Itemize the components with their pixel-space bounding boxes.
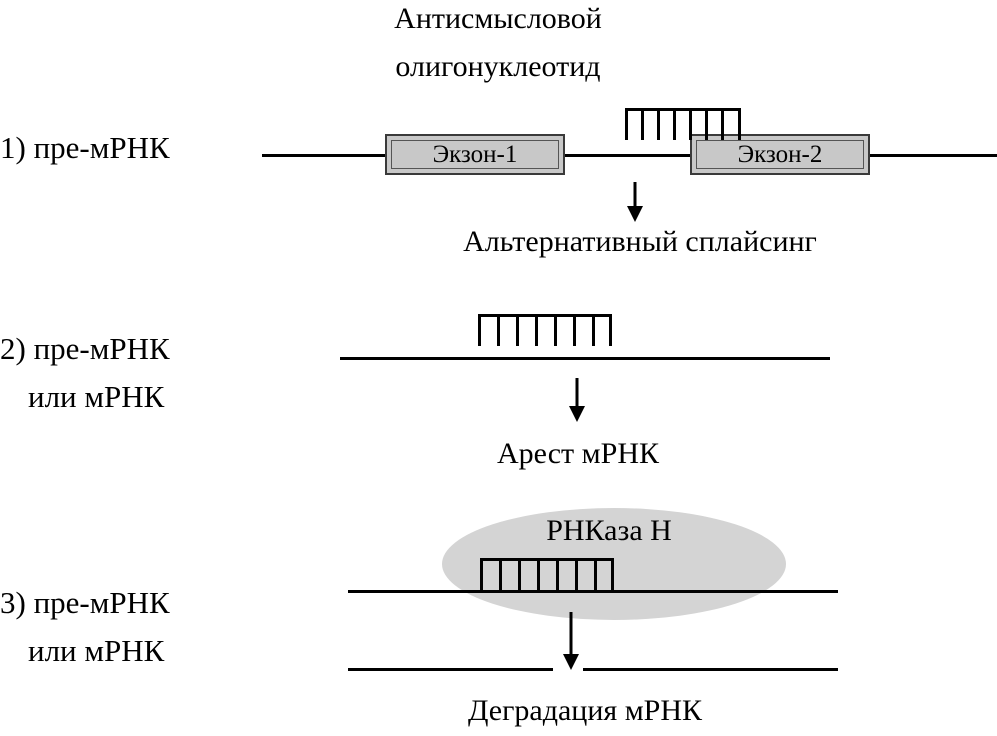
arrow-step-1 xyxy=(618,182,652,222)
process-label-mrna-degradation: Деградация мРНК xyxy=(467,694,703,727)
cleaved-strand-right xyxy=(583,668,838,671)
process-label-mrna-arrest: Арест мРНК xyxy=(497,437,659,470)
antisense-title-line-2: олигонуклеотид xyxy=(395,50,601,83)
antisense-oligo-step-3 xyxy=(480,558,614,590)
antisense-title-line-1: Антисмысловой xyxy=(394,2,602,35)
antisense-oligo-step-2 xyxy=(478,314,612,346)
step-1-label: 1) пре-мРНК xyxy=(0,130,170,165)
cleaved-strand-left xyxy=(348,668,553,671)
arrow-step-2 xyxy=(560,378,594,422)
step-3-label-line-2: или мРНК xyxy=(28,633,165,668)
arrow-step-3 xyxy=(554,612,588,670)
step-3-label-line-1: 3) пре-мРНК xyxy=(0,585,170,620)
exon-2-label: Экзон-2 xyxy=(737,140,823,168)
exon-2-box xyxy=(690,134,870,175)
exon-1-box xyxy=(385,134,565,175)
step-2-label-line-2: или мРНК xyxy=(28,379,165,414)
process-label-alternative-splicing: Альтернативный сплайсинг xyxy=(463,225,817,258)
mrna-strand-step-2 xyxy=(340,357,830,360)
antisense-oligo-step-1 xyxy=(625,108,741,140)
pre-mrna-strand-step-1 xyxy=(262,154,997,157)
mrna-strand-step-3 xyxy=(348,590,838,593)
exon-1-label: Экзон-1 xyxy=(432,140,518,168)
step-2-label-line-1: 2) пре-мРНК xyxy=(0,331,170,366)
rnase-h-label: РНКаза Н xyxy=(546,514,672,547)
